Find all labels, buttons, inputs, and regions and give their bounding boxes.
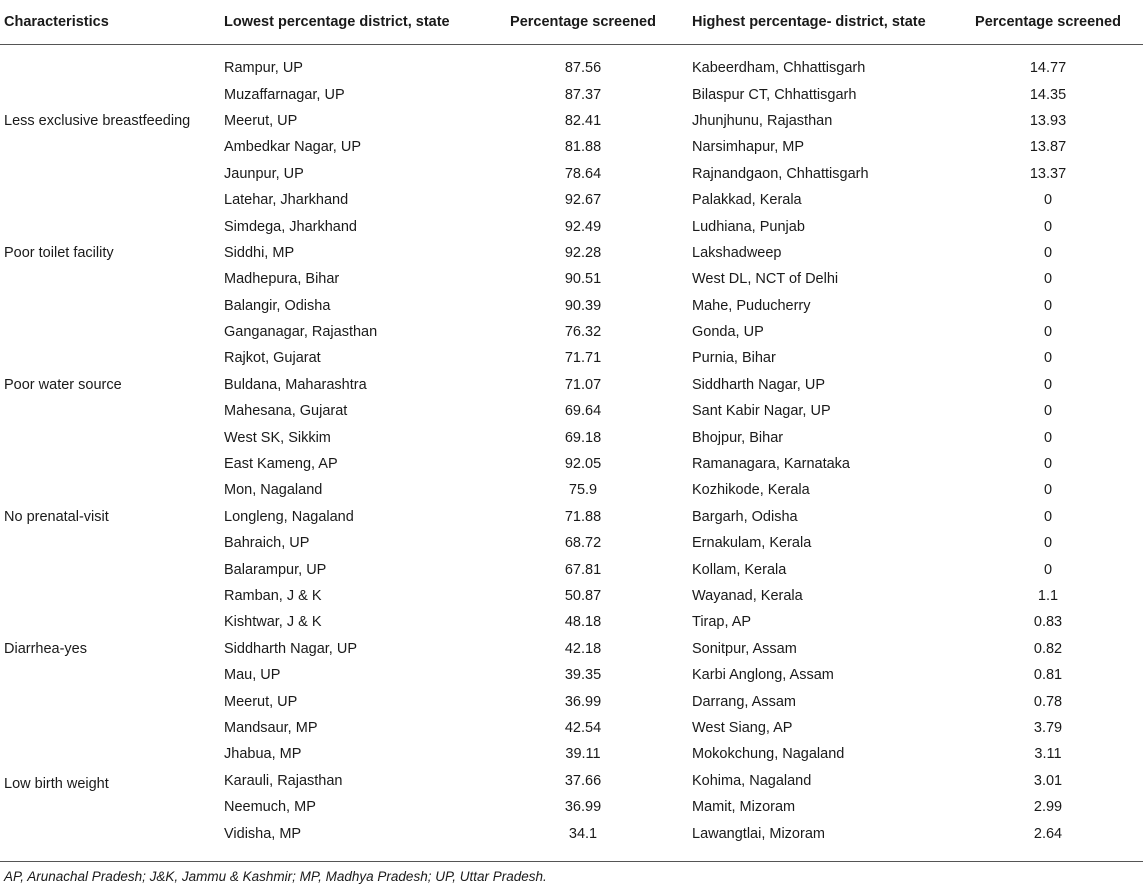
highest-district-cell: Mamit, Mizoram <box>692 799 796 816</box>
highest-district-cell: Purnia, Bihar <box>692 350 776 367</box>
highest-percentage-cell: 0.81 <box>1033 667 1063 684</box>
lowest-percentage-cell: 36.99 <box>564 693 602 710</box>
spacer-cell <box>0 45 1143 56</box>
lowest-district-cell: Meerut, UP <box>224 112 298 129</box>
highest-percentage-cell: 0 <box>1043 244 1053 261</box>
highest-district-cell: Ernakulam, Kerala <box>692 535 812 552</box>
table-row <box>0 55 1143 81</box>
lowest-percentage-cell: 90.51 <box>564 271 602 288</box>
lowest-district-cell: Ambedkar Nagar, UP <box>224 139 362 156</box>
highest-district-cell: Sonitpur, Assam <box>692 640 797 657</box>
highest-percentage-cell: 0 <box>1043 192 1053 209</box>
header-highest-percentage: Percentage screened <box>953 0 1143 45</box>
table-row <box>0 451 1143 477</box>
header-row <box>0 0 1143 45</box>
table-row <box>0 715 1143 741</box>
lowest-percentage-cell: 42.18 <box>564 640 602 657</box>
lowest-district-cell: Balarampur, UP <box>224 561 327 578</box>
lowest-percentage-cell: 34.1 <box>568 825 598 842</box>
highest-district-cell: Bhojpur, Bihar <box>692 429 784 446</box>
highest-district-cell: Ramanagara, Karnataka <box>692 456 850 473</box>
lowest-district-cell: Simdega, Jharkhand <box>224 218 357 235</box>
lowest-district-cell: Longleng, Nagaland <box>224 508 354 525</box>
lowest-percentage-cell: 81.88 <box>564 139 602 156</box>
highest-percentage-cell: 13.37 <box>1029 165 1067 182</box>
highest-district-cell: Siddharth Nagar, UP <box>692 376 825 393</box>
highest-percentage-cell: 0 <box>1043 271 1053 288</box>
highest-district-cell: Palakkad, Kerala <box>692 192 802 209</box>
lowest-percentage-cell: 39.35 <box>564 667 602 684</box>
lowest-district-cell: Mahesana, Gujarat <box>224 403 348 420</box>
header-highest-district: Highest percentage- district, state <box>688 0 953 45</box>
highest-district-cell: Kabeerdham, Chhattisgarh <box>692 60 866 77</box>
characteristic-cell: No prenatal-visit <box>4 508 109 525</box>
highest-percentage-cell: 0 <box>1043 218 1053 235</box>
highest-percentage-cell: 0 <box>1043 508 1053 525</box>
lowest-district-cell: Jaunpur, UP <box>224 165 304 182</box>
table-row <box>0 187 1143 213</box>
highest-percentage-cell: 0 <box>1043 456 1053 473</box>
highest-district-cell: West Siang, AP <box>692 719 793 736</box>
lowest-district-cell: Meerut, UP <box>224 693 298 710</box>
lowest-district-cell: East Kameng, AP <box>224 456 338 473</box>
table-row <box>0 319 1143 345</box>
lowest-district-cell: Rajkot, Gujarat <box>224 350 321 367</box>
highest-percentage-cell: 2.64 <box>1033 825 1063 842</box>
lowest-percentage-cell: 36.99 <box>564 799 602 816</box>
lowest-percentage-cell: 92.05 <box>564 456 602 473</box>
lowest-district-cell: Muzaffarnagar, UP <box>224 86 345 103</box>
highest-district-cell: Mokokchung, Nagaland <box>692 746 845 763</box>
characteristic-cell: Poor toilet facility <box>4 244 114 261</box>
highest-percentage-cell: 0.78 <box>1033 693 1063 710</box>
table-row <box>0 583 1143 609</box>
header-spacer <box>0 45 1143 56</box>
lowest-percentage-cell: 92.67 <box>564 192 602 209</box>
lowest-district-cell: Neemuch, MP <box>224 799 316 816</box>
highest-percentage-cell: 13.93 <box>1029 112 1067 129</box>
highest-percentage-cell: 14.35 <box>1029 86 1067 103</box>
lowest-percentage-cell: 82.41 <box>564 112 602 129</box>
lowest-percentage-cell: 90.39 <box>564 297 602 314</box>
lowest-percentage-cell: 37.66 <box>564 772 602 789</box>
highest-percentage-cell: 3.79 <box>1033 719 1063 736</box>
highest-percentage-cell: 0.82 <box>1033 640 1063 657</box>
table-header <box>0 0 1143 45</box>
lowest-percentage-cell: 87.37 <box>564 86 602 103</box>
highest-percentage-cell: 0 <box>1043 376 1053 393</box>
header-lowest-percentage: Percentage screened <box>478 0 688 45</box>
highest-percentage-cell: 0 <box>1043 403 1053 420</box>
lowest-district-cell: Latehar, Jharkhand <box>224 192 349 209</box>
highest-percentage-cell: 0 <box>1043 297 1053 314</box>
lowest-percentage-cell: 48.18 <box>564 614 602 631</box>
highest-percentage-cell: 0 <box>1043 350 1053 367</box>
lowest-percentage-cell: 68.72 <box>564 535 602 552</box>
highest-district-cell: Lakshadweep <box>692 244 782 261</box>
lowest-district-cell: Ramban, J & K <box>224 588 322 604</box>
highest-percentage-cell: 13.87 <box>1029 139 1067 156</box>
highest-district-cell: Ludhiana, Punjab <box>692 218 805 235</box>
highest-district-cell: Tirap, AP <box>692 614 752 631</box>
highest-district-cell: Bilaspur CT, Chhattisgarh <box>692 86 857 103</box>
highest-district-cell: Darrang, Assam <box>692 693 796 710</box>
lowest-district-cell: Balangir, Odisha <box>224 297 331 314</box>
highest-district-cell: Lawangtlai, Mizoram <box>692 825 825 842</box>
lowest-percentage-cell: 71.07 <box>564 376 602 393</box>
highest-percentage-cell: 3.11 <box>1034 746 1062 763</box>
lowest-district-cell: Mandsaur, MP <box>224 719 318 736</box>
lowest-percentage-cell: 71.88 <box>564 508 602 525</box>
lowest-percentage-cell: 39.11 <box>565 746 601 763</box>
highest-percentage-cell: 2.99 <box>1033 799 1063 816</box>
highest-percentage-cell: 3.01 <box>1033 772 1063 789</box>
lowest-percentage-cell: 67.81 <box>564 561 602 578</box>
highest-district-cell: Kollam, Kerala <box>692 561 787 578</box>
characteristic-cell: Poor water source <box>4 376 122 393</box>
lowest-district-cell: Siddharth Nagar, UP <box>224 640 357 657</box>
lowest-percentage-cell: 71.71 <box>564 350 602 367</box>
highest-percentage-cell: 0 <box>1043 482 1053 499</box>
lowest-percentage-cell: 69.18 <box>564 429 602 446</box>
lowest-district-cell: West SK, Sikkim <box>224 429 331 446</box>
highest-district-cell: Rajnandgaon, Chhattisgarh <box>692 165 869 182</box>
lowest-district-cell: Ganganagar, Rajasthan <box>224 324 378 341</box>
lowest-district-cell: Madhepura, Bihar <box>224 271 340 288</box>
lowest-percentage-cell: 69.64 <box>564 403 602 420</box>
lowest-district-cell: Kishtwar, J & K <box>224 614 322 631</box>
highest-percentage-cell: 0 <box>1043 561 1053 578</box>
lowest-district-cell: Buldana, Maharashtra <box>224 376 367 393</box>
lowest-percentage-cell: 78.64 <box>564 165 602 182</box>
header-characteristics: Characteristics <box>0 0 220 45</box>
lowest-percentage-cell: 76.32 <box>564 324 602 341</box>
highest-percentage-cell: 0 <box>1043 535 1053 552</box>
highest-district-cell: Mahe, Puducherry <box>692 297 811 314</box>
highest-district-cell: West DL, NCT of Delhi <box>692 271 839 288</box>
highest-district-cell: Kohima, Nagaland <box>692 772 812 789</box>
characteristic-cell: Diarrhea-yes <box>4 640 87 657</box>
highest-percentage-cell: 1.1 <box>1037 588 1059 604</box>
lowest-district-cell: Vidisha, MP <box>224 825 302 842</box>
highest-district-cell: Narsimhapur, MP <box>692 139 805 156</box>
header-lowest-district: Lowest percentage district, state <box>220 0 478 45</box>
highest-percentage-cell: 14.77 <box>1029 60 1067 77</box>
lowest-percentage-cell: 87.56 <box>564 60 602 77</box>
characteristic-cell: Less exclusive breastfeeding <box>4 112 191 129</box>
highest-percentage-cell: 0 <box>1043 324 1053 341</box>
lowest-district-cell: Bahraich, UP <box>224 535 310 552</box>
highest-district-cell: Bargarh, Odisha <box>692 508 798 525</box>
highest-district-cell: Kozhikode, Kerala <box>692 482 810 499</box>
highest-district-cell: Gonda, UP <box>692 324 764 341</box>
highest-district-cell: Wayanad, Kerala <box>692 588 803 604</box>
lowest-percentage-cell: 75.9 <box>568 482 598 499</box>
highest-district-cell: Sant Kabir Nagar, UP <box>692 403 831 420</box>
lowest-district-cell: Mau, UP <box>224 667 281 684</box>
highest-percentage-cell: 0.83 <box>1033 614 1063 631</box>
table-body <box>0 45 1143 853</box>
lowest-percentage-cell: 92.49 <box>564 218 602 235</box>
highest-percentage-cell: 0 <box>1043 429 1053 446</box>
lowest-district-cell: Siddhi, MP <box>224 244 295 261</box>
lowest-district-cell: Rampur, UP <box>224 60 303 77</box>
lowest-percentage-cell: 50.87 <box>564 588 602 604</box>
highest-district-cell: Karbi Anglong, Assam <box>692 667 834 684</box>
lowest-district-cell: Mon, Nagaland <box>224 482 323 499</box>
lowest-district-cell: Jhabua, MP <box>224 746 302 763</box>
characteristic-cell: Low birth weight <box>4 775 109 792</box>
lowest-district-cell: Karauli, Rajasthan <box>224 772 343 789</box>
lowest-percentage-cell: 42.54 <box>564 719 602 736</box>
table-footnote: AP, Arunachal Pradesh; J&K, Jammu & Kashmir; MP, Madhya Pradesh; UP, Uttar Pradesh. <box>4 868 547 884</box>
lowest-percentage-cell: 92.28 <box>564 244 602 261</box>
highest-district-cell: Jhunjhunu, Rajasthan <box>692 112 833 129</box>
